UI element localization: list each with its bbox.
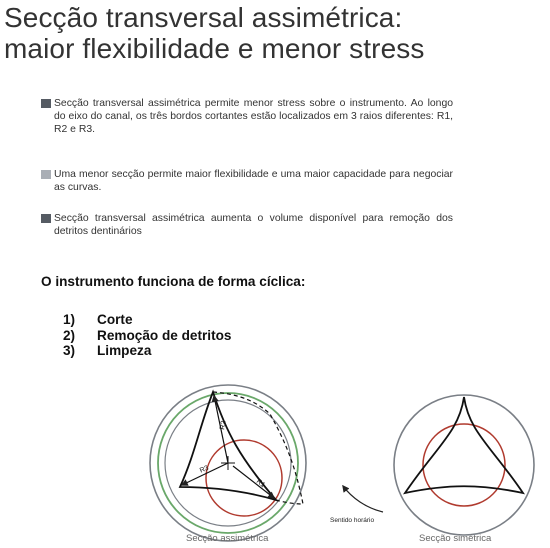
symmetric-profile [405, 397, 523, 493]
bullet-text: Secção transversal assimétrica aumenta o volume disponível para remoção dos detritos dentinários [54, 213, 453, 237]
asymmetric-section-figure [150, 385, 306, 541]
title-line-2: maior flexibilidade e menor stress [4, 33, 425, 64]
section-subheading: O instrumento funciona de forma cíclica: [41, 274, 306, 289]
caption-asymmetric: Secção assimétrica [186, 533, 269, 544]
title-line-1: Secção transversal assimétrica: [4, 2, 403, 33]
rotation-label: Sentido horário [330, 517, 375, 524]
step-item-1: 1) Corte [63, 312, 133, 327]
caption-symmetric: Secção simétrica [419, 533, 492, 544]
bullet-text: Uma menor secção permite maior flexibilidade e uma maior capacidade para negociar as curvas. [54, 169, 453, 193]
r2-label: R2 [219, 420, 228, 431]
clockwise-arrow-icon [343, 486, 383, 512]
outer-circle [394, 395, 534, 535]
red-circle [423, 424, 505, 506]
symmetric-section-figure [394, 395, 534, 535]
r3-label: R3 [198, 464, 210, 475]
bullet-text: Secção transversal assimétrica permite menor stress sobre o instrumento. Ao longo do eixo do canal, os três bordos cortantes estão localizados em 3 raios diferentes: R1, R2 e R3. [54, 98, 453, 135]
step-item-2: 2) Remoção de detritos [63, 327, 232, 343]
r1-label: R1 [254, 478, 267, 490]
step-item-3: 3) Limpeza [63, 343, 152, 358]
red-circle [206, 440, 282, 516]
